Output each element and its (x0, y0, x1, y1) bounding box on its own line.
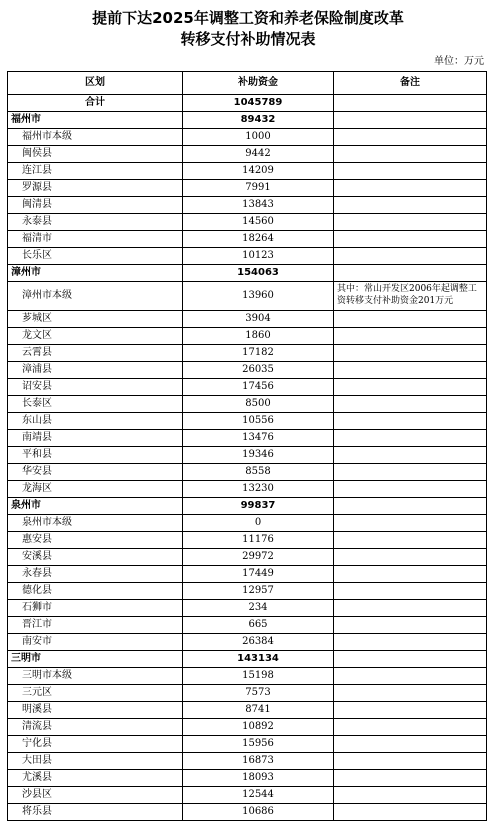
amount-cell: 14560 (183, 214, 334, 231)
note-cell (334, 95, 487, 112)
table-row (8, 753, 487, 770)
region-cell: 安溪县 (8, 549, 183, 566)
region-cell: 福州市 (8, 112, 183, 129)
region-cell: 明溪县 (8, 702, 183, 719)
table-row (8, 787, 487, 804)
region-cell: 南靖县 (8, 430, 183, 447)
note-cell (334, 112, 487, 129)
note-cell (334, 549, 487, 566)
amount-cell: 8558 (183, 464, 334, 481)
note-cell (334, 702, 487, 719)
note-cell (334, 379, 487, 396)
amount-cell: 11176 (183, 532, 334, 549)
note-cell (334, 146, 487, 163)
region-cell: 连江县 (8, 163, 183, 180)
region-cell: 漳浦县 (8, 362, 183, 379)
note-cell (334, 770, 487, 787)
amount-cell: 665 (183, 617, 334, 634)
table-row (8, 180, 487, 197)
region-cell: 华安县 (8, 464, 183, 481)
table-row (8, 634, 487, 651)
amount-cell: 15198 (183, 668, 334, 685)
note-cell (334, 214, 487, 231)
region-cell: 宁化县 (8, 736, 183, 753)
table-row (8, 214, 487, 231)
amount-cell: 26035 (183, 362, 334, 379)
table-row (8, 311, 487, 328)
amount-cell: 1000 (183, 129, 334, 146)
amount-cell: 234 (183, 600, 334, 617)
note-cell (334, 804, 487, 821)
table-row (8, 566, 487, 583)
amount-cell: 7991 (183, 180, 334, 197)
table-row (8, 197, 487, 214)
amount-cell: 19346 (183, 447, 334, 464)
note-cell (334, 753, 487, 770)
amount-cell: 1860 (183, 328, 334, 345)
note-cell (334, 197, 487, 214)
note-cell (334, 265, 487, 282)
amount-cell: 26384 (183, 634, 334, 651)
table-body (8, 95, 487, 821)
header-region: 区划 (8, 72, 183, 95)
region-cell: 清流县 (8, 719, 183, 736)
note-cell (334, 311, 487, 328)
region-cell: 龙文区 (8, 328, 183, 345)
amount-cell: 10123 (183, 248, 334, 265)
note-cell: 其中：常山开发区2006年起调整工资转移支付补助资金201万元 (334, 282, 487, 311)
table-row (8, 464, 487, 481)
table-row (8, 430, 487, 447)
region-cell: 诏安县 (8, 379, 183, 396)
amount-cell: 13960 (183, 282, 334, 311)
note-cell (334, 328, 487, 345)
table-row (8, 447, 487, 464)
note-cell (334, 413, 487, 430)
region-cell: 将乐县 (8, 804, 183, 821)
region-cell: 三明市 (8, 651, 183, 668)
amount-cell: 12544 (183, 787, 334, 804)
note-cell (334, 736, 487, 753)
amount-cell: 18264 (183, 231, 334, 248)
amount-cell: 8500 (183, 396, 334, 413)
note-cell (334, 396, 487, 413)
region-cell: 三元区 (8, 685, 183, 702)
region-cell: 南安市 (8, 634, 183, 651)
header-note: 备注 (334, 72, 487, 95)
amount-cell: 17182 (183, 345, 334, 362)
table-header-row (8, 72, 487, 95)
table-row (8, 345, 487, 362)
region-cell: 长乐区 (8, 248, 183, 265)
city-row (8, 651, 487, 668)
table-row (8, 146, 487, 163)
note-cell (334, 345, 487, 362)
table-row (8, 719, 487, 736)
note-cell (334, 362, 487, 379)
region-cell: 合计 (8, 95, 183, 112)
document-title: 提前下达2025年调整工资和养老保险制度改革 (92, 9, 404, 27)
subsidy-table (7, 71, 487, 821)
table-row (8, 617, 487, 634)
region-cell: 大田县 (8, 753, 183, 770)
amount-cell: 10686 (183, 804, 334, 821)
table-row (8, 532, 487, 549)
note-cell (334, 163, 487, 180)
amount-cell: 13843 (183, 197, 334, 214)
region-cell: 龙海区 (8, 481, 183, 498)
amount-cell: 143134 (183, 651, 334, 668)
table-row (8, 328, 487, 345)
table-row (8, 668, 487, 685)
note-cell (334, 430, 487, 447)
region-cell: 德化县 (8, 583, 183, 600)
amount-cell: 17449 (183, 566, 334, 583)
region-cell: 晋江市 (8, 617, 183, 634)
region-cell: 福清市 (8, 231, 183, 248)
note-cell (334, 583, 487, 600)
note-cell (334, 532, 487, 549)
region-cell: 惠安县 (8, 532, 183, 549)
amount-cell: 17456 (183, 379, 334, 396)
note-cell (334, 651, 487, 668)
region-cell: 芗城区 (8, 311, 183, 328)
table-row (8, 379, 487, 396)
region-cell: 平和县 (8, 447, 183, 464)
region-cell: 石狮市 (8, 600, 183, 617)
amount-cell: 154063 (183, 265, 334, 282)
region-cell: 云霄县 (8, 345, 183, 362)
region-cell: 罗源县 (8, 180, 183, 197)
note-cell (334, 248, 487, 265)
note-cell (334, 668, 487, 685)
region-cell: 漳州市本级 (8, 282, 183, 311)
unit-label: 单位：万元 (434, 56, 484, 67)
region-cell: 闽侯县 (8, 146, 183, 163)
table-row (8, 163, 487, 180)
region-cell: 三明市本级 (8, 668, 183, 685)
table-row (8, 515, 487, 532)
amount-cell: 18093 (183, 770, 334, 787)
table-row (8, 481, 487, 498)
note-cell (334, 231, 487, 248)
amount-cell: 29972 (183, 549, 334, 566)
note-cell (334, 617, 487, 634)
note-cell (334, 464, 487, 481)
header-amount: 补助资金 (183, 72, 334, 95)
note-cell (334, 498, 487, 515)
amount-cell: 13476 (183, 430, 334, 447)
amount-cell: 14209 (183, 163, 334, 180)
table-row (8, 282, 487, 311)
city-row (8, 112, 487, 129)
region-cell: 永泰县 (8, 214, 183, 231)
note-cell (334, 685, 487, 702)
amount-cell: 8741 (183, 702, 334, 719)
amount-cell: 3904 (183, 311, 334, 328)
note-cell (334, 566, 487, 583)
amount-cell: 15956 (183, 736, 334, 753)
table-row (8, 231, 487, 248)
amount-cell: 7573 (183, 685, 334, 702)
table-row (8, 583, 487, 600)
table-row (8, 362, 487, 379)
region-cell: 闽清县 (8, 197, 183, 214)
note-cell (334, 515, 487, 532)
note-cell (334, 787, 487, 804)
region-cell: 漳州市 (8, 265, 183, 282)
region-cell: 福州市本级 (8, 129, 183, 146)
region-cell: 泉州市本级 (8, 515, 183, 532)
amount-cell: 12957 (183, 583, 334, 600)
region-cell: 泉州市 (8, 498, 183, 515)
note-cell (334, 481, 487, 498)
note-cell (334, 719, 487, 736)
table-row (8, 702, 487, 719)
region-cell: 东山县 (8, 413, 183, 430)
city-row (8, 265, 487, 282)
amount-cell: 89432 (183, 112, 334, 129)
table-row (8, 770, 487, 787)
table-row (8, 804, 487, 821)
amount-cell: 9442 (183, 146, 334, 163)
table-row (8, 248, 487, 265)
note-cell (334, 129, 487, 146)
table-row (8, 413, 487, 430)
note-cell (334, 447, 487, 464)
region-cell: 沙县区 (8, 787, 183, 804)
amount-cell: 99837 (183, 498, 334, 515)
amount-cell: 13230 (183, 481, 334, 498)
amount-cell: 0 (183, 515, 334, 532)
document-subtitle: 转移支付补助情况表 (180, 30, 316, 48)
table-row (8, 549, 487, 566)
amount-cell: 10892 (183, 719, 334, 736)
table-row (8, 685, 487, 702)
region-cell: 永春县 (8, 566, 183, 583)
amount-cell: 10556 (183, 413, 334, 430)
note-cell (334, 634, 487, 651)
total-row (8, 95, 487, 112)
table-row (8, 396, 487, 413)
note-cell (334, 180, 487, 197)
note-cell (334, 600, 487, 617)
table-row (8, 129, 487, 146)
region-cell: 长泰区 (8, 396, 183, 413)
region-cell: 尤溪县 (8, 770, 183, 787)
table-row (8, 600, 487, 617)
table-row (8, 736, 487, 753)
amount-cell: 1045789 (183, 95, 334, 112)
city-row (8, 498, 487, 515)
amount-cell: 16873 (183, 753, 334, 770)
